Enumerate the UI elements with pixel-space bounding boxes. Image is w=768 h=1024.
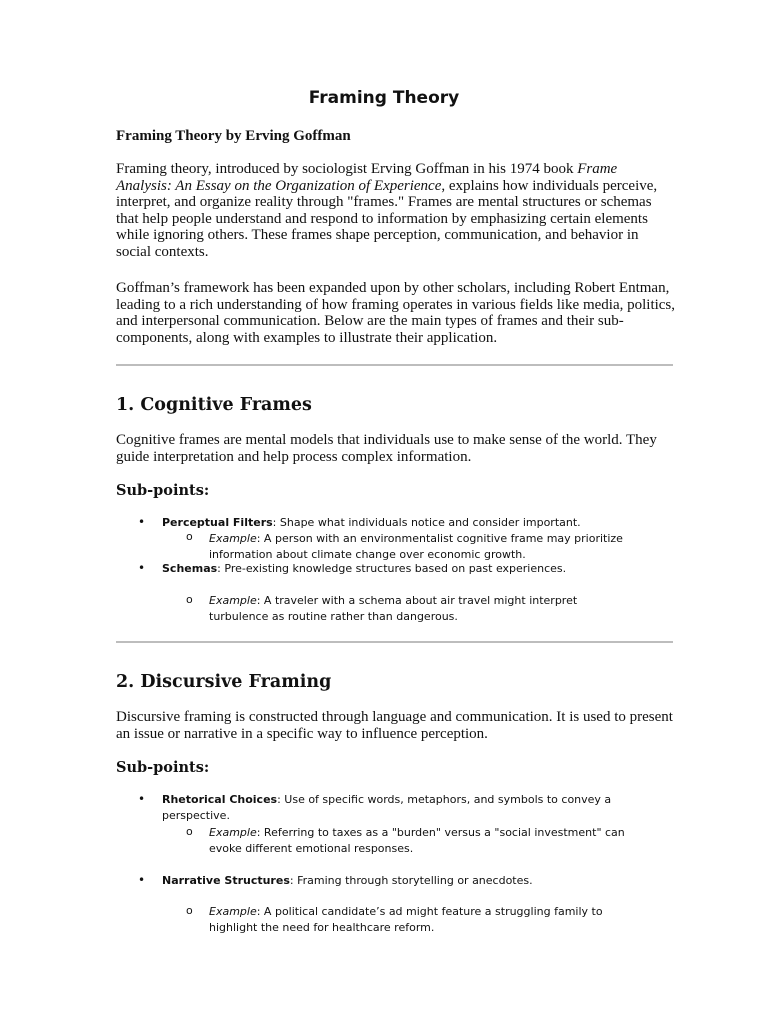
- example-item: Example: A political candidate’s ad might feature a struggling family to highlight the need for healthcare reform.: [209, 905, 603, 934]
- book-title: Frame Analysis: An Essay on the Organization of Experience: [116, 161, 618, 194]
- section-body: Discursive framing is constructed through language and communication. It is used to present an issue or narrative in a specific way to influence perception.: [116, 709, 673, 742]
- example-item: Example: Referring to taxes as a "burden" versus a "social investment" can evoke different emotional responses.: [209, 826, 625, 855]
- section-heading: 2. Discursive Framing: [116, 672, 332, 692]
- item-term: Narrative Structures: [162, 874, 290, 887]
- subpoints-heading: Sub-points:: [116, 482, 210, 499]
- section-divider: [116, 641, 673, 643]
- section-body: Cognitive frames are mental models that individuals use to make sense of the world. They guide interpretation and help process complex information.: [116, 432, 657, 465]
- example-item: Example: A traveler with a schema about air travel might interpret turbulence as routine rather than dangerous.: [209, 594, 578, 623]
- list-item: Schemas: Pre-existing knowledge structures based on past experiences.: [162, 562, 567, 575]
- list-item: Narrative Structures: Framing through storytelling or anecdotes.: [162, 874, 533, 887]
- page-title: Framing Theory: [308, 88, 460, 108]
- example-item: Example: A person with an environmentalist cognitive frame may prioritize information about climate change over economic growth.: [209, 532, 623, 561]
- sub-bullet-icon: o: [186, 530, 193, 543]
- bullet-icon: •: [138, 515, 146, 529]
- sub-bullet-icon: o: [186, 593, 193, 606]
- section-divider: [116, 364, 673, 366]
- item-term: Schemas: [162, 562, 218, 575]
- list-item: Rhetorical Choices: Use of specific words, metaphors, and symbols to convey a perspective.: [162, 793, 612, 822]
- intro-paragraph-2: Goffman’s framework has been expanded upon by other scholars, including Robert Entman, leading to a rich understanding of how framing operates in various fields like media, politics, and interpersonal communication. Below are the main types of frames and their sub-components, along with examples to illustrate their application.: [116, 280, 676, 346]
- bullet-icon: •: [138, 873, 146, 887]
- list-item: Perceptual Filters: Shape what individuals notice and consider important.: [162, 516, 581, 529]
- subpoints-heading: Sub-points:: [116, 759, 210, 776]
- intro-paragraph-1: Framing theory, introduced by sociologist Erving Goffman in his 1974 book Frame Analysis: An Essay on the Organization of Experience, explains how individuals perceive, interpret, and organize reality through "frames." Frames are mental structures or schemas that help people understand and respond to information by emphasizing certain elements while ignoring others. These frames shape perception, communication, and behavior in social contexts.: [116, 161, 658, 260]
- bullet-icon: •: [138, 561, 146, 575]
- bullet-icon: •: [138, 792, 146, 806]
- item-term: Perceptual Filters: [162, 516, 273, 529]
- section-heading: 1. Cognitive Frames: [116, 395, 312, 415]
- sub-bullet-icon: o: [186, 825, 193, 838]
- document-subtitle: Framing Theory by Erving Goffman: [116, 128, 351, 144]
- sub-bullet-icon: o: [186, 904, 193, 917]
- item-term: Rhetorical Choices: [162, 793, 278, 806]
